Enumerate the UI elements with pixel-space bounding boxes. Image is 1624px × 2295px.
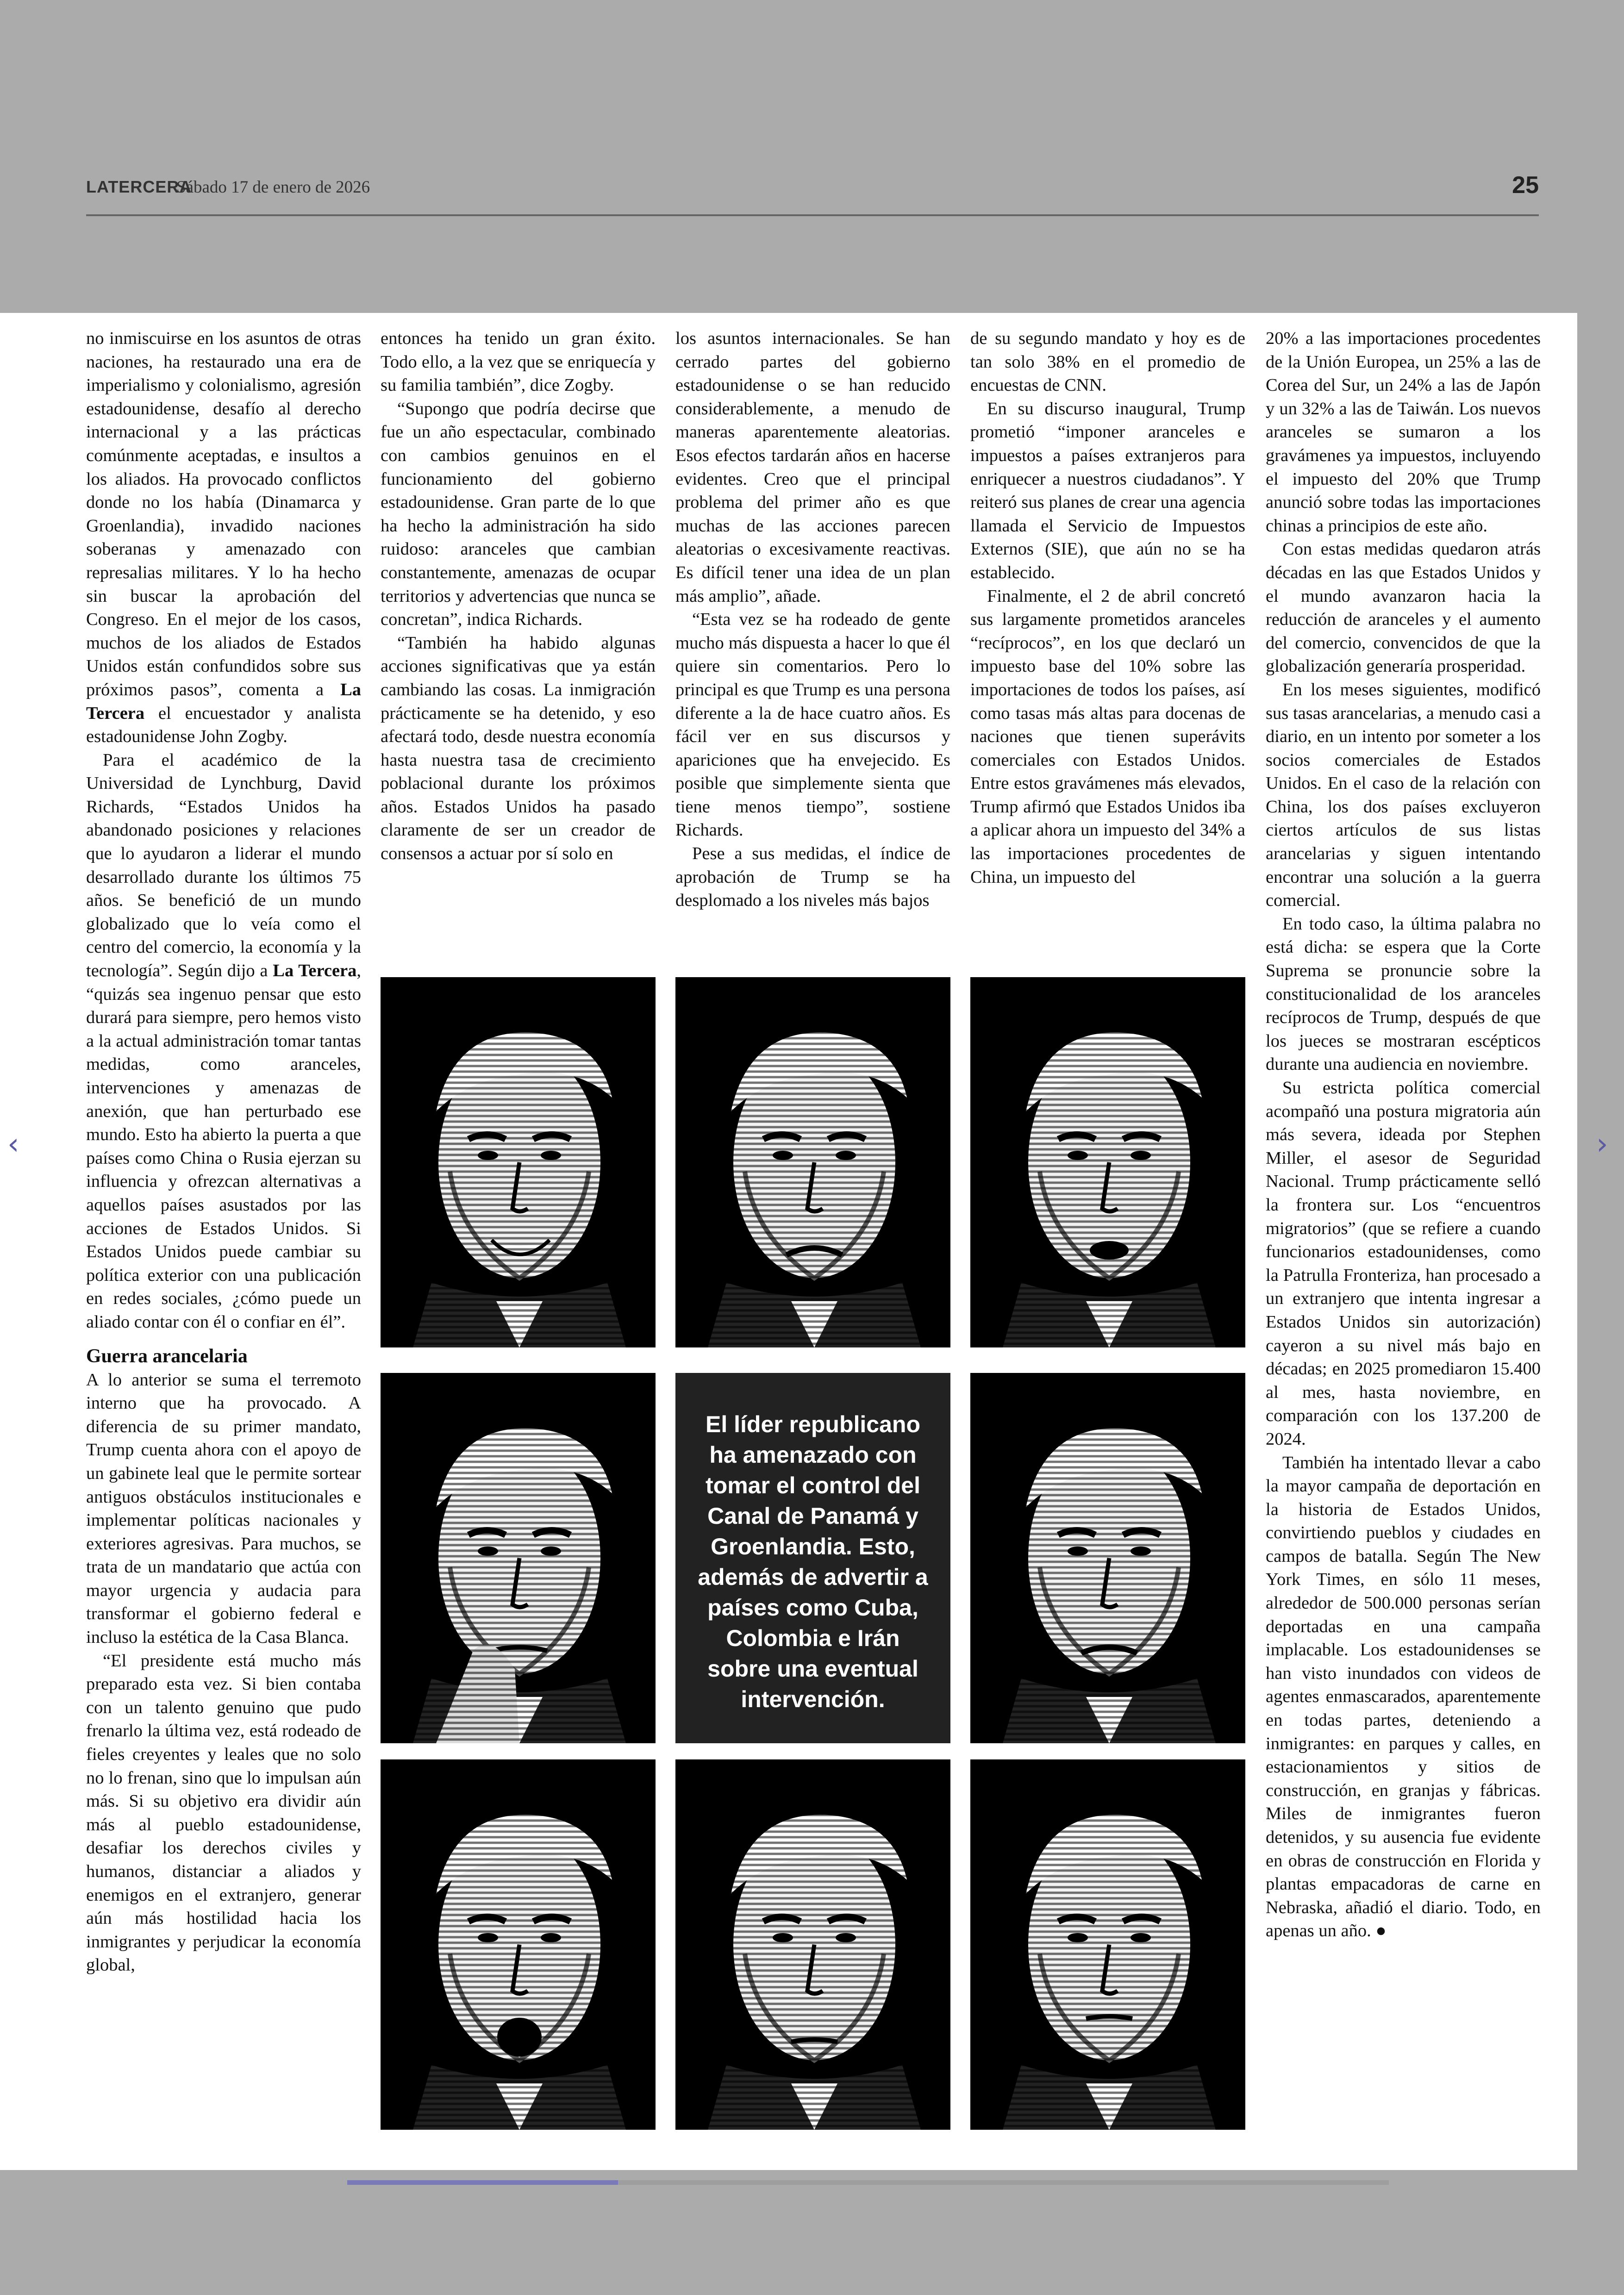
portrait-photo-laughing (381, 977, 656, 1347)
paragraph: “Esta vez se ha rodeado de gente mucho más dispuesta a hacer lo que él quiere sin comentarios. Pero lo principal es que Trump es una persona diferente a la de hace cuatro años. Es fácil ver en sus discursos y apariciones que ha envejecido. Es posible que simplemente sienta que tiene menos tiempo”, sostiene Richards. (675, 610, 950, 840)
portrait-photo-scowling (970, 1373, 1245, 1743)
paragraph: Para el académico de la Universidad de Lynchburg, David Richards, “Estados Unidos ha abandonado posiciones y relaciones que lo ayudaron a liderar el mundo desarrollado durante los últimos 75 años. Se benefició de un mundo globalizado que lo veía como el centro del comercio, la economía y la tecnología”. Según dijo a La Tercera, “quizás sea ingenuo pensar que esto durará para siempre, pero hemos visto a la actual administración tomar tantas medidas, como aranceles, intervenciones y amenazas de anexión, que han perturbado ese mundo. Esto ha abierto la puerta a que países como China o Rusia ejerzan su influencia y ofrezcan alternativas a aquellos países asustados por las acciones de Estados Unidos. Si Estados Unidos puede cambiar su política exterior con una publicación en redes sociales, ¿cómo puede un aliado contar con él o confiar en él”. (86, 750, 362, 1332)
paragraph: 20% a las importaciones procedentes de la Unión Europea, un 25% a las de Corea del Sur, un 24% a las de Japón y un 32% a las de Taiwán. Los nuevos aranceles se sumaron a los gravámenes ya impuestos, incluyendo el impuesto del 20% que Trump anunció sobre todas las importaciones chinas a principios de este año. (1266, 329, 1541, 536)
subheading: Guerra arancelaria (86, 1345, 248, 1367)
portrait-photo-pouting (970, 977, 1245, 1347)
paragraph: entonces ha tenido un gran éxito. Todo ello, a la vez que se enriquecía y su familia también”, dice Zogby. (381, 329, 656, 395)
paragraph: Con estas medidas quedaron atrás décadas en las que Estados Unidos y el mundo avanzaron hacia la reducción de aranceles y el aumento del comercio, convencidos de que la globalización generaría prosperidad. (1266, 539, 1541, 676)
portrait-photo-looking-down (675, 1759, 950, 2130)
page-header (86, 169, 1539, 216)
paragraph: En todo caso, la última palabra no está dicha: se espera que la Corte Suprema se pronuncie sobre la constitucionalidad de los aranceles recíprocos de Trump, después de que los jueces se mostraran escépticos durante una audiencia en noviembre. (1266, 914, 1541, 1074)
end-mark: ● (1375, 1921, 1387, 1941)
paragraph: Finalmente, el 2 de abril concretó sus largamente prometidos aranceles “recíprocos”, en los que declaró un impuesto base del 10% sobre las importaciones de todos los países, así como tasas más altas para docenas de naciones que tienen superávits comerciales con Estados Unidos. Entre estos gravámenes más elevados, Trump afirmó que Estados Unidos iba a aplicar ahora un impuesto del 34% a las importaciones procedentes de China, un impuesto del (970, 586, 1245, 887)
article-column-5 (1266, 327, 1541, 1943)
paragraph: los asuntos internacionales. Se han cerrado partes del gobierno estadounidense o se han reducido considerablemente, a menudo de maneras aparentemente aleatorias. Esos efectos tardarán años en hacerse evidentes. Creo que el principal problema del primer año es que muchas de las acciones parecen aleatorias o excesivamente reactivas. Es difícil tener una idea de un plan más amplio”, añade. (675, 329, 950, 606)
article-column-1 (86, 327, 361, 1977)
paragraph: de su segundo mandato y hoy es de tan solo 38% en el promedio de encuestas de CNN. (970, 329, 1245, 395)
newspaper-page (0, 313, 1577, 2170)
portrait-photo-looking-up (970, 1759, 1245, 2130)
portrait-photo-shouting (381, 1759, 656, 2130)
paragraph: A lo anterior se suma el terremoto interno que ha provocado. A diferencia de su primer mandato, Trump cuenta ahora con el apoyo de un gabinete leal que le permite sortear antiguos obstáculos institucionales e implementar políticas nacionales y exteriores agresivas. Para muchos, se trata de un mandatario que actúa con mayor urgencia y audacia para transformar el gobierno federal e incluso la estética de la Casa Blanca. (86, 1370, 361, 1647)
issue-date: Sábado 17 de enero de 2026 (176, 178, 370, 197)
paragraph: También ha intentado llevar a cabo la mayor campaña de deportación en la historia de Estados Unidos, convirtiendo pueblos y ciudades en campos de batalla. Según The New York Times, en sólo 11 meses, alrededor de 500.000 personas serían deportadas en una campaña implacable. Los estadounidenses se han visto inundados con videos de agentes enmascarados, aparentemente en todas partes, deteniendo a inmigrantes: en parques y calles, en estacionamientos y sitios de construcción, en granjas y fábricas. Miles de inmigrantes fueron detenidos, y su ausencia fue evidente en obras de construcción en Florida y plantas empacadoras de carne en Nebraska, añadió el diario. Todo, en apenas un año. ● (1266, 1453, 1541, 1941)
publication-logo: LATERCERA (86, 177, 192, 196)
portrait-photo-frowning (675, 977, 950, 1347)
paragraph: En los meses siguientes, modificó sus tasas arancelarias, a menudo casi a diario, en un intento por someter a los socios comerciales de Estados Unidos. En el caso de la relación con China, los dos países excluyeron ciertos artículos de sus listas arancelarias y siguen intentando encontrar una solución a la guerra comercial. (1266, 680, 1541, 911)
article-column-3 (675, 327, 950, 912)
portrait-photo-hand-on-chin (381, 1373, 656, 1743)
scrollbar-thumb[interactable] (347, 2180, 618, 2185)
paragraph: “También ha habido algunas acciones significativas que ya están cambiando las cosas. La inmigración prácticamente se ha detenido, y eso afectará todo, desde nuestra economía hasta nuestra tasa de crecimiento poblacional durante los próximos años. Estados Unidos ha pasado claramente de ser un creador de consensos a actuar por sí solo en (381, 633, 656, 864)
page-scrollbar[interactable] (347, 2180, 1389, 2185)
paragraph: no inmiscuirse en los asuntos de otras naciones, ha restaurado una era de imperialismo y colonialismo, agresión estadounidense, desafío al derecho internacional y a las prácticas comúnmente aceptadas, e insultos a los aliados. Ha provocado conflictos donde no los había (Dinamarca y Groenlandia), invadido naciones soberanas y amenazado con represalias militares. Y lo ha hecho sin buscar la aprobación del Congreso. En el mejor de los casos, muchos de los aliados de Estados Unidos están confundidos sobre sus próximos pasos”, comenta a La Tercera el encuestador y analista estadounidense John Zogby. (86, 329, 361, 747)
chevron-right-icon[interactable]: › (1596, 1127, 1608, 1161)
article-column-4 (970, 327, 1245, 889)
paragraph: “El presidente está mucho más preparado esta vez. Si bien contaba con un talento genuino que pudo frenarlo la última vez, está rodeado de fieles creyentes y leales que no solo no lo frenan, sino que lo impulsan aún más. Si su objetivo era dividir aún más al pueblo estadounidense, desafiar los derechos civiles y humanos, distanciar a aliados y enemigos en el extranjero, generar aún más hostilidad hacia los inmigrantes y perjudicar la economía global, (86, 1651, 361, 1975)
page-number: 25 (1512, 172, 1539, 199)
pull-quote: El líder republicano ha amenazado con tomar el control del Canal de Panamá y Groenlandia. Esto, además de advertir a países como Cuba, Colombia e Irán sobre una eventual intervención. (675, 1373, 950, 1743)
paragraph: “Supongo que podría decirse que fue un año espectacular, combinado con cambios genuinos en el funcionamiento del gobierno estadounidense. Gran parte de lo que ha hecho la administración ha sido ruidoso: aranceles que cambian constantemente, amenazas de ocupar territorios y advertencias que nunca se concretan”, indica Richards. (381, 399, 656, 630)
article-column-2 (381, 327, 656, 866)
paragraph: Pese a sus medidas, el índice de aprobación de Trump se ha desplomado a los niveles más bajos (675, 844, 950, 911)
chevron-left-icon[interactable]: ‹ (7, 1127, 19, 1161)
paragraph: Su estricta política comercial acompañó una postura migratoria aún más severa, ideada por Stephen Miller, el asesor de Seguridad Nacional. Trump prácticamente selló la frontera sur. Los “encuentros migratorios” (que se refiere a cuando funcionarios estadounidenses, como la Patrulla Fronteriza, han procesado a un extranjero que intenta ingresar a Estados Unidos sin autorización) cayeron a su nivel más bajo en décadas; en 2025 promediaron 15.400 al mes, hasta noviembre, en comparación con los 137.200 de 2024. (1266, 1078, 1541, 1449)
paragraph: En su discurso inaugural, Trump prometió “imponer aranceles e impuestos a países extranjeros para enriquecer a nuestros ciudadanos”. Y reiteró sus planes de crear una agencia llamada el Servicio de Impuestos Externos (SIE), que aún no se ha establecido. (970, 399, 1245, 582)
